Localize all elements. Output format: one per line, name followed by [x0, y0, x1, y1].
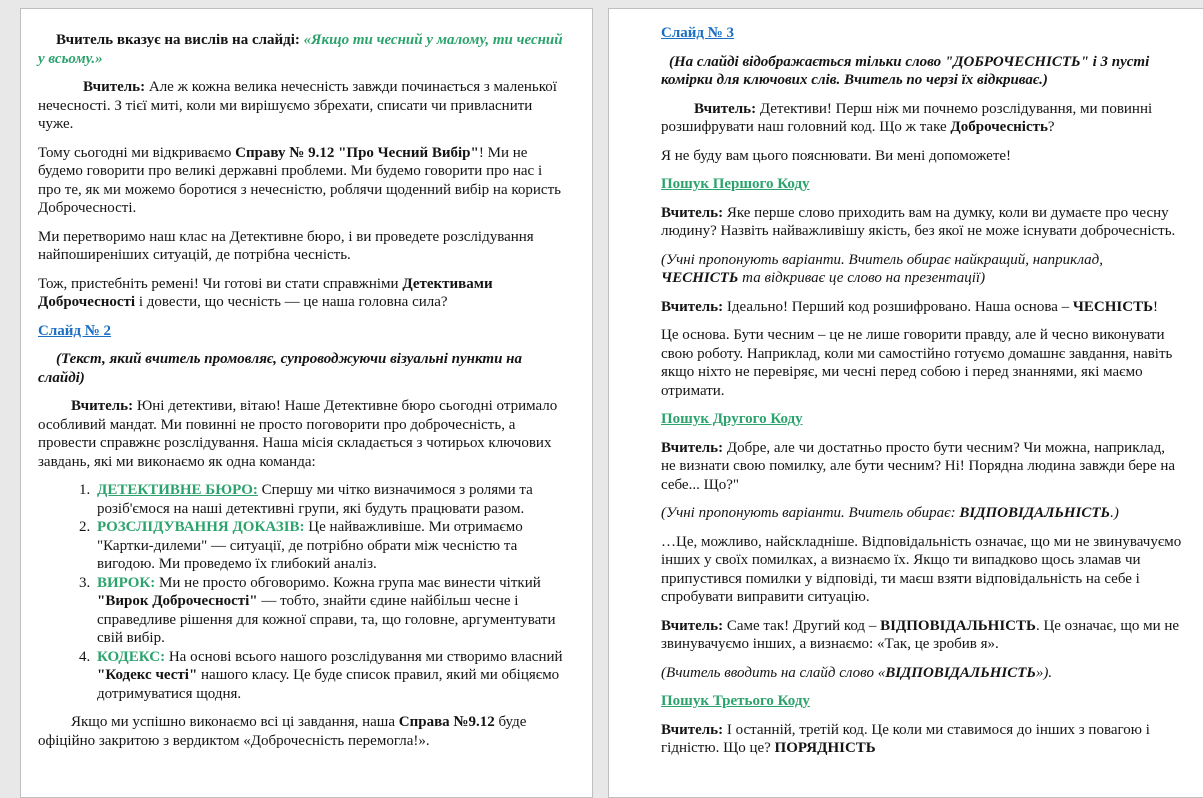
text-run: Справа №9.12	[398, 714, 495, 730]
stage-direction-responsibility	[661, 504, 1183, 523]
slide-2-link[interactable]	[38, 322, 568, 341]
text-run: Ми не просто обговоримо. Кожна група має винести чіткий	[155, 574, 541, 591]
text-run: Вчитель:	[661, 617, 727, 634]
case-closing	[38, 713, 568, 750]
text-run: ДЕТЕКТИВНЕ БЮРО:	[97, 482, 258, 498]
text-run: Це основа. Бути чесним – це не лише говорити правду, але й чесно виконувати свою роботу. Наприклад, коли ми самостійно готуємо домашнє завдання, навіть якщо ніхто не перевіряє, ми чесні перед собою і перед знаннями, які маємо отримати.	[661, 327, 1173, 399]
second-code-link[interactable]	[661, 410, 1183, 429]
text-run: Вчитель:	[83, 79, 149, 95]
text-run: Яке перше слово приходить вам на думку, коли ви думаєте про чесну людину? Назвіть найважливішу якість, без якої не може існувати доброчесність.	[661, 204, 1176, 239]
text-run: Ідеально! Перший код розшифровано. Наша основа –	[726, 298, 1073, 315]
slide-3-link[interactable]	[661, 24, 1183, 43]
text-run: (Учні пропонують варіанти. Вчитель обирає найкращий, наприклад,	[661, 251, 1104, 268]
text-run: Вчитель:	[71, 398, 137, 414]
task-evidence-investigation	[94, 518, 568, 574]
teacher-first-question	[661, 204, 1183, 241]
text-run: "Кодекс честі"	[97, 667, 198, 683]
text-run: І останній, третій код. Це коли ми ставимося до інших з повагою і гідністю. Що це?	[661, 721, 1150, 756]
text-run: Але ж кожна велика нечесність завжди починається з маленької нечесності. З тієї миті, коли ми вирішуємо збрехати, списати чи привласнити чуже.	[38, 79, 557, 132]
text-run: Справу № 9.12 "Про Чесний Вибір"	[235, 144, 479, 161]
text-run: На основі всього нашого розслідування ми створимо власний	[165, 648, 563, 665]
text-run: Детективи! Перш ніж ми почнемо розслідування, ми повинні розшифрувати наш головний код. Що ж таке	[661, 100, 1153, 135]
text-run[interactable]: Слайд № 2	[38, 322, 112, 339]
teacher-briefing	[38, 397, 568, 471]
text-run: ! Ми не будемо говорити про великі державні проблеми. Ми будемо говорити про нас і про те, як ми можемо боротися з нечесністю, роблячи щоденний вибір на користь Доброчесності.	[38, 144, 561, 216]
text-run: !	[1153, 298, 1158, 315]
text-run: ВИРОК:	[97, 574, 156, 591]
text-run: ЧЕСНІСТЬ	[1072, 298, 1153, 315]
text-run: Добре, але чи достатньо просто бути чесним? Чи можна, наприклад, не визнати свою помилку, але бути чесним? Ні! Порядна людина завжди бере на себе... Що?"	[661, 439, 1176, 493]
text-run: Вчитель:	[661, 298, 727, 315]
stage-direction-honesty	[661, 251, 1183, 288]
text-run[interactable]: Пошук Третього Коду	[661, 693, 810, 709]
detective-bureau-paragraph	[38, 228, 568, 265]
text-run: і довести, що чесність — це наша головна сила?	[135, 294, 448, 310]
teacher-first-code-reveal	[661, 298, 1183, 317]
text-run[interactable]: Пошук Першого Коду	[661, 176, 810, 192]
task-codex	[94, 648, 568, 704]
text-run: Вчитель:	[661, 439, 727, 456]
text-run[interactable]: Пошук Другого Коду	[661, 411, 803, 427]
text-run: буде офіційно закритою з вердиктом «Доброчесність перемогла!».	[38, 714, 527, 749]
text-run[interactable]: Слайд № 3	[661, 25, 735, 41]
text-run: ВІДПОВІДАЛЬНІСТЬ	[885, 664, 1036, 681]
text-run: Ми перетворимо наш клас на Детективне бюро, і ви проведете розслідування найпоширеніших ситуацій, де потрібна чесність.	[38, 228, 534, 263]
text-run: (Вчитель вводить на слайд слово «	[661, 664, 886, 681]
text-run: Вчитель:	[661, 721, 727, 738]
text-run: …Це, можливо, найскладніше. Відповідальність означає, що ми не звинувачуємо інших у своїх помилках, а визнаємо їх. Якщо ти випадково щось зламав чи припустився помилки у відповіді, ти маєш взяти відповідальність на себе і спробувати виправити ситуацію.	[661, 533, 1182, 605]
stage-direction-slide-word	[661, 664, 1183, 683]
text-run: та відкриває це слово на презентації)	[738, 270, 986, 286]
task-verdict	[94, 574, 568, 648]
text-run: РОЗСЛІДУВАННЯ ДОКАЗІВ:	[97, 519, 305, 535]
text-run: Вчитель:	[694, 100, 760, 117]
stage-direction-slide-2	[38, 350, 568, 387]
text-run: Спершу ми чітко визначимося з ролями та розіб'ємося на наші детективні групи, які будуть працювати разом.	[97, 482, 533, 517]
first-code-link[interactable]	[661, 175, 1183, 194]
text-run: Це найважливіше. Ми отримаємо "Картки-дилеми" — ситуації, де потрібно обрати між чесністю та вигодою. Ми проведемо їх глибокий аналіз.	[97, 519, 523, 572]
teacher-second-code-reveal	[661, 617, 1183, 654]
text-run: ?	[1047, 119, 1055, 135]
text-run: (Текст, який вчитель промовляє, супроводжуючи візуальні пункти на слайді)	[38, 351, 522, 386]
task-detective-bureau	[94, 481, 568, 518]
teacher-third-code	[661, 721, 1183, 758]
document-page-left	[20, 8, 593, 798]
text-run: ЧЕСНІСТЬ	[661, 270, 739, 286]
text-run: (Учні пропонують варіанти. Вчитель обирає:	[661, 505, 960, 521]
teacher-line-small-dishonesty	[38, 78, 568, 134]
teacher-instruction-with-quote	[38, 31, 568, 68]
mission-task-list	[38, 481, 568, 703]
text-run: — тобто, знайти єдине найбільш чесне і справедливе рішення для кожної справи, та, що головне, аргументувати свій вибір.	[97, 593, 556, 646]
text-run: ВІДПОВІДАЛЬНІСТЬ	[880, 617, 1036, 634]
text-run: ПОРЯДНІСТЬ	[774, 740, 876, 756]
teacher-aside	[661, 147, 1183, 166]
text-run: Юні детективи, вітаю! Наше Детективне бюро сьогодні отримало особливий мандат. Ми повинні не просто поговорити про доброчесність, а провести справжнє розслідування. Наша місія складається з чотирьох ключових завдань, які ми виконаємо як одна команда:	[38, 398, 558, 470]
text-run: «Якщо ти чесний у малому, ти чесний у всьому.»	[38, 32, 563, 67]
teacher-code-intro	[661, 100, 1183, 137]
text-run: Доброчесність	[950, 119, 1048, 135]
text-run: нашого класу. Це буде список правил, який ми обіцяємо дотримуватися щодня.	[97, 667, 560, 702]
case-announcement	[38, 144, 568, 218]
text-run: Якщо ми успішно виконаємо всі ці завдання, наша	[71, 714, 399, 730]
responsibility-explanation	[661, 533, 1183, 607]
third-code-link[interactable]	[661, 692, 1183, 711]
text-run: »).	[1035, 664, 1053, 681]
text-run: Вчитель:	[661, 204, 727, 221]
text-run: Я не буду вам цього пояснювати. Ви мені допоможете!	[661, 147, 1012, 164]
text-run: КОДЕКС:	[97, 648, 166, 665]
stage-direction-slide-3	[661, 53, 1183, 90]
document-page-right	[608, 8, 1203, 798]
text-run: .)	[1110, 505, 1119, 521]
honesty-explanation	[661, 326, 1183, 400]
text-run: . Це означає, що ми не звинувачуємо інших, а визнаємо: «Так, це зробив я».	[661, 617, 1180, 652]
call-to-action	[38, 275, 568, 312]
text-run: Тож, пристебніть ремені! Чи готові ви стати справжніми	[38, 275, 403, 292]
text-run: Тому сьогодні ми відкриваємо	[38, 144, 236, 161]
text-run: Вчитель вказує на вислів на слайді:	[56, 32, 304, 48]
text-run: "Вирок Доброчесності"	[97, 593, 258, 609]
text-run: (На слайді відображається тільки слово "ДОБРОЧЕСНІСТЬ" і 3 пусті комірки для ключових слів. Вчитель по черзі їх відкриває.)	[661, 53, 1150, 88]
text-run: Саме так! Другий код –	[726, 617, 881, 634]
text-run: ВІДПОВІДАЛЬНІСТЬ	[959, 505, 1111, 521]
text-run: Детективами Доброчесності	[38, 275, 493, 310]
teacher-second-question	[661, 439, 1183, 495]
